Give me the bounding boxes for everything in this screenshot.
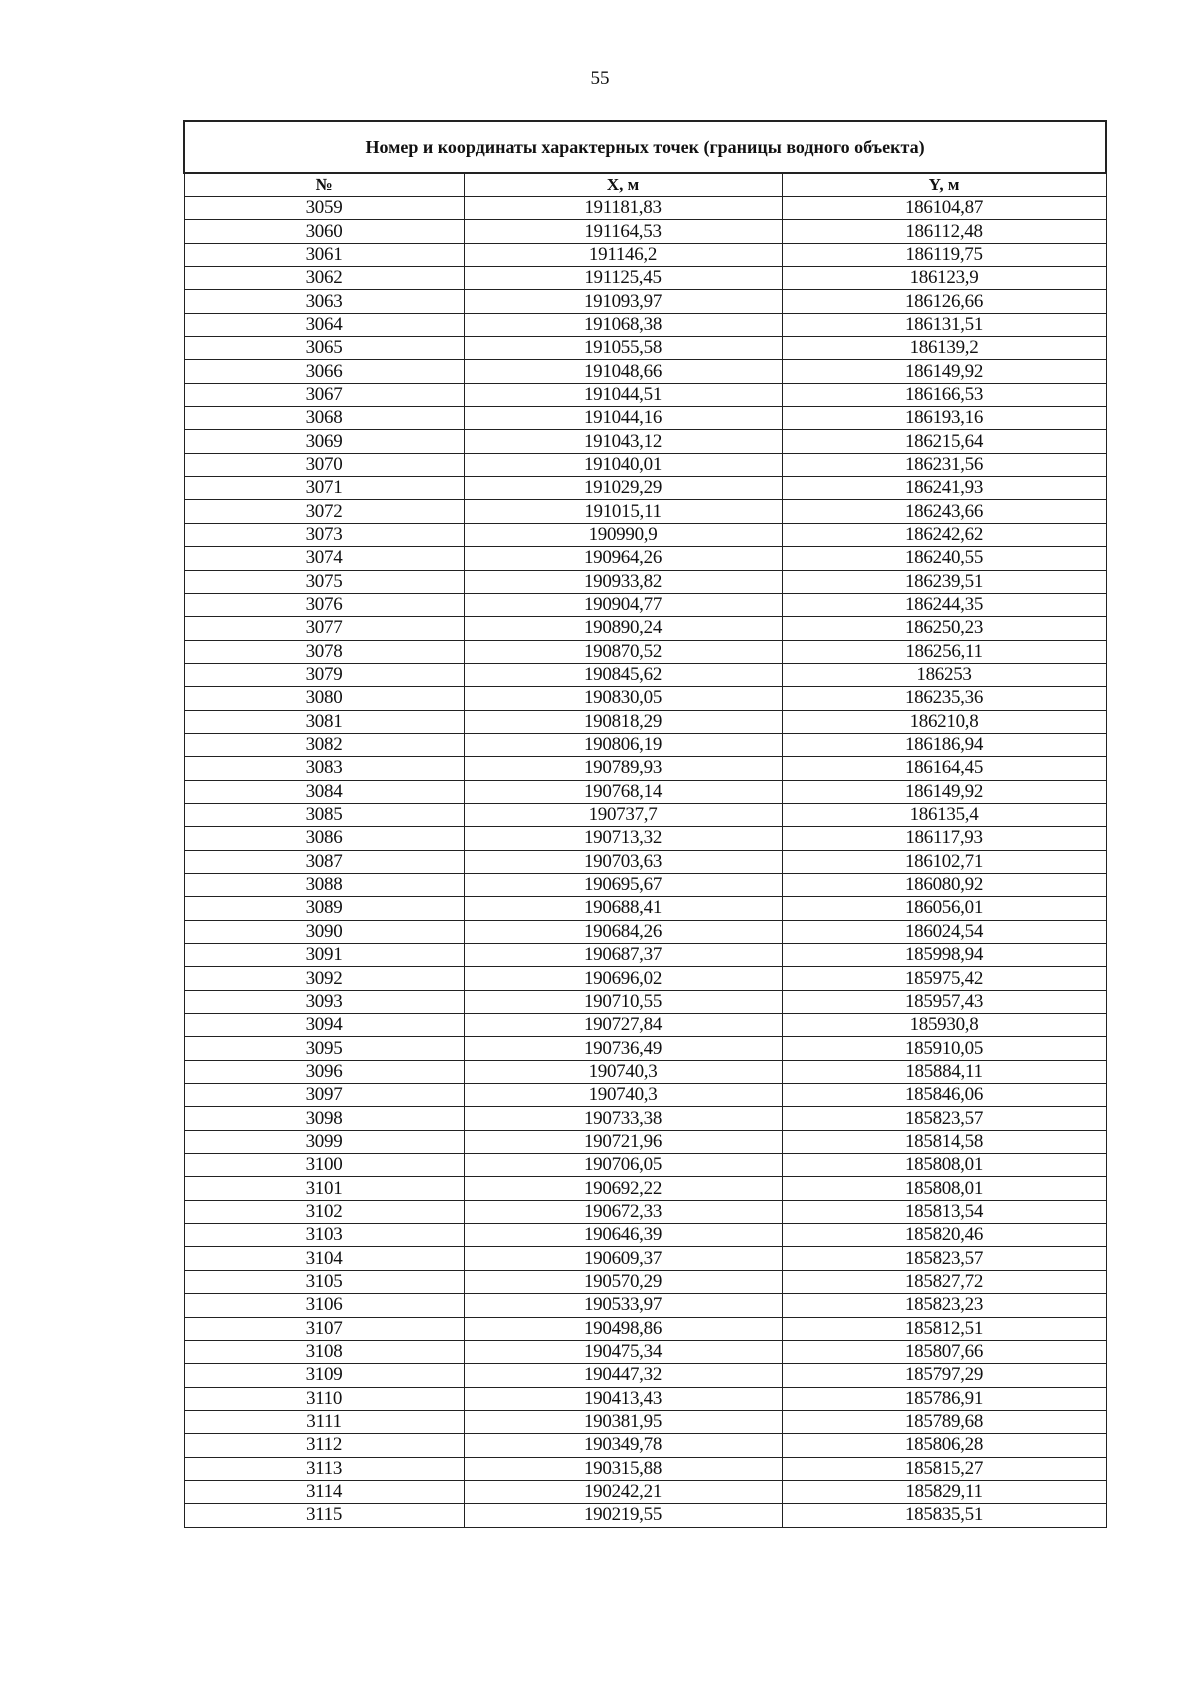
x-coordinate-cell: 191055,58 [464, 337, 782, 360]
y-coordinate-cell: 185786,91 [782, 1387, 1106, 1410]
table-row [184, 1107, 1106, 1130]
table-row [184, 617, 1106, 640]
x-coordinate-cell: 190806,19 [464, 733, 782, 756]
x-coordinate-cell: 190687,37 [464, 944, 782, 967]
table-row [184, 897, 1106, 920]
x-coordinate-cell: 190789,93 [464, 757, 782, 780]
point-number-cell: 3110 [184, 1387, 464, 1410]
point-number-cell: 3100 [184, 1154, 464, 1177]
table-row [184, 1340, 1106, 1363]
table-row [184, 780, 1106, 803]
x-coordinate-cell: 190737,7 [464, 803, 782, 826]
table-row [184, 500, 1106, 523]
table-row [184, 337, 1106, 360]
x-coordinate-cell: 190904,77 [464, 593, 782, 616]
y-coordinate-cell: 186164,45 [782, 757, 1106, 780]
y-coordinate-cell: 185823,57 [782, 1247, 1106, 1270]
table-row [184, 1060, 1106, 1083]
y-coordinate-cell: 186250,23 [782, 617, 1106, 640]
point-number-cell: 3088 [184, 873, 464, 896]
y-coordinate-cell: 186242,62 [782, 523, 1106, 546]
table-row [184, 803, 1106, 826]
y-coordinate-cell: 186210,8 [782, 710, 1106, 733]
table-row [184, 477, 1106, 500]
table-row [184, 710, 1106, 733]
table-row [184, 360, 1106, 383]
x-coordinate-cell: 190818,29 [464, 710, 782, 733]
table-row [184, 1410, 1106, 1433]
point-number-cell: 3106 [184, 1294, 464, 1317]
page-number: 55 [590, 68, 610, 89]
y-coordinate-cell: 186253 [782, 663, 1106, 686]
y-coordinate-cell: 186135,4 [782, 803, 1106, 826]
y-coordinate-cell: 186149,92 [782, 360, 1106, 383]
x-coordinate-cell: 191029,29 [464, 477, 782, 500]
y-coordinate-cell: 186239,51 [782, 570, 1106, 593]
coordinates-table [183, 120, 1107, 1528]
y-coordinate-cell: 185807,66 [782, 1340, 1106, 1363]
x-coordinate-cell: 190498,86 [464, 1317, 782, 1340]
point-number-cell: 3069 [184, 430, 464, 453]
x-coordinate-cell: 191068,38 [464, 313, 782, 336]
table-row [184, 1200, 1106, 1223]
y-coordinate-cell: 185814,58 [782, 1130, 1106, 1153]
y-coordinate-cell: 185808,01 [782, 1177, 1106, 1200]
table-row [184, 850, 1106, 873]
table-row [184, 407, 1106, 430]
table-title: Номер и координаты характерных точек (границы водного объекта) [184, 121, 1106, 173]
x-coordinate-cell: 191181,83 [464, 197, 782, 220]
x-coordinate-cell: 190672,33 [464, 1200, 782, 1223]
x-coordinate-cell: 190870,52 [464, 640, 782, 663]
table-row [184, 313, 1106, 336]
table-row [184, 570, 1106, 593]
table-row [184, 944, 1106, 967]
x-coordinate-cell: 190381,95 [464, 1410, 782, 1433]
point-number-cell: 3080 [184, 687, 464, 710]
x-coordinate-cell: 190740,3 [464, 1084, 782, 1107]
x-coordinate-cell: 190695,67 [464, 873, 782, 896]
x-coordinate-cell: 191164,53 [464, 220, 782, 243]
point-number-cell: 3072 [184, 500, 464, 523]
point-number-cell: 3104 [184, 1247, 464, 1270]
y-coordinate-cell: 186244,35 [782, 593, 1106, 616]
y-coordinate-cell: 185975,42 [782, 967, 1106, 990]
x-coordinate-cell: 190703,63 [464, 850, 782, 873]
x-coordinate-cell: 190609,37 [464, 1247, 782, 1270]
point-number-cell: 3096 [184, 1060, 464, 1083]
point-number-cell: 3112 [184, 1434, 464, 1457]
x-coordinate-cell: 191048,66 [464, 360, 782, 383]
y-coordinate-cell: 185823,23 [782, 1294, 1106, 1317]
point-number-cell: 3076 [184, 593, 464, 616]
y-coordinate-cell: 186235,36 [782, 687, 1106, 710]
table-row [184, 757, 1106, 780]
x-coordinate-cell: 190710,55 [464, 990, 782, 1013]
x-coordinate-cell: 190733,38 [464, 1107, 782, 1130]
y-coordinate-cell: 185806,28 [782, 1434, 1106, 1457]
point-number-cell: 3095 [184, 1037, 464, 1060]
point-number-cell: 3062 [184, 267, 464, 290]
point-number-cell: 3111 [184, 1410, 464, 1433]
y-coordinate-cell: 185815,27 [782, 1457, 1106, 1480]
y-coordinate-cell: 186139,2 [782, 337, 1106, 360]
table-row [184, 1317, 1106, 1340]
y-coordinate-cell: 186166,53 [782, 383, 1106, 406]
point-number-cell: 3101 [184, 1177, 464, 1200]
y-coordinate-cell: 185797,29 [782, 1364, 1106, 1387]
point-number-cell: 3060 [184, 220, 464, 243]
table-row [184, 733, 1106, 756]
point-number-cell: 3085 [184, 803, 464, 826]
y-coordinate-cell: 186102,71 [782, 850, 1106, 873]
x-coordinate-cell: 190349,78 [464, 1434, 782, 1457]
point-number-cell: 3074 [184, 547, 464, 570]
point-number-cell: 3093 [184, 990, 464, 1013]
y-coordinate-cell: 186193,16 [782, 407, 1106, 430]
y-coordinate-cell: 185789,68 [782, 1410, 1106, 1433]
point-number-cell: 3084 [184, 780, 464, 803]
point-number-cell: 3089 [184, 897, 464, 920]
y-coordinate-cell: 186186,94 [782, 733, 1106, 756]
point-number-cell: 3108 [184, 1340, 464, 1363]
y-coordinate-cell: 186080,92 [782, 873, 1106, 896]
table-row [184, 267, 1106, 290]
table-row [184, 430, 1106, 453]
x-coordinate-cell: 191125,45 [464, 267, 782, 290]
y-coordinate-cell: 186024,54 [782, 920, 1106, 943]
y-coordinate-cell: 185846,06 [782, 1084, 1106, 1107]
point-number-cell: 3099 [184, 1130, 464, 1153]
table-row [184, 593, 1106, 616]
point-number-cell: 3077 [184, 617, 464, 640]
y-coordinate-cell: 186256,11 [782, 640, 1106, 663]
point-number-cell: 3094 [184, 1014, 464, 1037]
y-coordinate-cell: 186215,64 [782, 430, 1106, 453]
table-row [184, 920, 1106, 943]
y-coordinate-cell: 186104,87 [782, 197, 1106, 220]
point-number-cell: 3081 [184, 710, 464, 733]
table-row [184, 1154, 1106, 1177]
y-coordinate-cell: 185813,54 [782, 1200, 1106, 1223]
x-coordinate-cell: 190713,32 [464, 827, 782, 850]
x-coordinate-cell: 191040,01 [464, 453, 782, 476]
y-coordinate-cell: 186123,9 [782, 267, 1106, 290]
y-coordinate-cell: 185829,11 [782, 1480, 1106, 1503]
x-coordinate-cell: 190684,26 [464, 920, 782, 943]
x-coordinate-cell: 190242,21 [464, 1480, 782, 1503]
point-number-cell: 3092 [184, 967, 464, 990]
table-row [184, 220, 1106, 243]
point-number-cell: 3105 [184, 1270, 464, 1293]
point-number-cell: 3079 [184, 663, 464, 686]
point-number-cell: 3065 [184, 337, 464, 360]
y-coordinate-cell: 185823,57 [782, 1107, 1106, 1130]
table-row [184, 873, 1106, 896]
x-coordinate-cell: 191093,97 [464, 290, 782, 313]
x-coordinate-cell: 191146,2 [464, 243, 782, 266]
x-coordinate-cell: 190692,22 [464, 1177, 782, 1200]
point-number-cell: 3059 [184, 197, 464, 220]
point-number-cell: 3103 [184, 1224, 464, 1247]
table-row [184, 547, 1106, 570]
point-number-cell: 3115 [184, 1504, 464, 1527]
y-coordinate-cell: 186243,66 [782, 500, 1106, 523]
y-coordinate-cell: 185812,51 [782, 1317, 1106, 1340]
x-coordinate-cell: 190990,9 [464, 523, 782, 546]
point-number-cell: 3082 [184, 733, 464, 756]
point-number-cell: 3114 [184, 1480, 464, 1503]
point-number-cell: 3109 [184, 1364, 464, 1387]
y-coordinate-cell: 185957,43 [782, 990, 1106, 1013]
table-row [184, 967, 1106, 990]
table-row [184, 640, 1106, 663]
y-coordinate-cell: 185884,11 [782, 1060, 1106, 1083]
x-coordinate-cell: 190736,49 [464, 1037, 782, 1060]
y-coordinate-cell: 185827,72 [782, 1270, 1106, 1293]
x-coordinate-cell: 191044,16 [464, 407, 782, 430]
y-coordinate-cell: 186241,93 [782, 477, 1106, 500]
point-number-cell: 3107 [184, 1317, 464, 1340]
table-row [184, 1130, 1106, 1153]
point-number-cell: 3087 [184, 850, 464, 873]
table-row [184, 523, 1106, 546]
y-coordinate-cell: 186056,01 [782, 897, 1106, 920]
x-coordinate-cell: 190845,62 [464, 663, 782, 686]
y-coordinate-cell: 186126,66 [782, 290, 1106, 313]
table-row [184, 1364, 1106, 1387]
x-coordinate-cell: 190646,39 [464, 1224, 782, 1247]
point-number-cell: 3067 [184, 383, 464, 406]
x-coordinate-cell: 190890,24 [464, 617, 782, 640]
table-row [184, 663, 1106, 686]
x-coordinate-cell: 191044,51 [464, 383, 782, 406]
point-number-cell: 3068 [184, 407, 464, 430]
point-number-cell: 3078 [184, 640, 464, 663]
y-coordinate-cell: 185910,05 [782, 1037, 1106, 1060]
x-coordinate-cell: 190721,96 [464, 1130, 782, 1153]
x-coordinate-cell: 190696,02 [464, 967, 782, 990]
x-coordinate-cell: 190706,05 [464, 1154, 782, 1177]
x-coordinate-cell: 191043,12 [464, 430, 782, 453]
y-coordinate-cell: 185835,51 [782, 1504, 1106, 1527]
table-row [184, 1037, 1106, 1060]
table-row [184, 1434, 1106, 1457]
x-coordinate-cell: 190533,97 [464, 1294, 782, 1317]
table-row [184, 197, 1106, 220]
table-row [184, 990, 1106, 1013]
table-row [184, 827, 1106, 850]
table-row [184, 1270, 1106, 1293]
table-row [184, 383, 1106, 406]
point-number-cell: 3091 [184, 944, 464, 967]
y-coordinate-cell: 186231,56 [782, 453, 1106, 476]
y-coordinate-cell: 186131,51 [782, 313, 1106, 336]
column-header-y: Y, м [782, 173, 1106, 197]
x-coordinate-cell: 190933,82 [464, 570, 782, 593]
y-coordinate-cell: 186112,48 [782, 220, 1106, 243]
x-coordinate-cell: 190570,29 [464, 1270, 782, 1293]
column-header-x: X, м [464, 173, 782, 197]
x-coordinate-cell: 190740,3 [464, 1060, 782, 1083]
point-number-cell: 3083 [184, 757, 464, 780]
point-number-cell: 3070 [184, 453, 464, 476]
table-body [184, 197, 1106, 1528]
table-row [184, 1084, 1106, 1107]
table-row [184, 1457, 1106, 1480]
y-coordinate-cell: 185808,01 [782, 1154, 1106, 1177]
table-row [184, 1247, 1106, 1270]
point-number-cell: 3097 [184, 1084, 464, 1107]
point-number-cell: 3113 [184, 1457, 464, 1480]
table-row [184, 243, 1106, 266]
x-coordinate-cell: 190727,84 [464, 1014, 782, 1037]
point-number-cell: 3086 [184, 827, 464, 850]
table-row [184, 1480, 1106, 1503]
point-number-cell: 3064 [184, 313, 464, 336]
point-number-cell: 3102 [184, 1200, 464, 1223]
x-coordinate-cell: 190413,43 [464, 1387, 782, 1410]
table-row [184, 1387, 1106, 1410]
table-row [184, 1504, 1106, 1527]
x-coordinate-cell: 190315,88 [464, 1457, 782, 1480]
table-row [184, 1294, 1106, 1317]
x-coordinate-cell: 190688,41 [464, 897, 782, 920]
y-coordinate-cell: 185998,94 [782, 944, 1106, 967]
point-number-cell: 3090 [184, 920, 464, 943]
table-row [184, 1177, 1106, 1200]
point-number-cell: 3063 [184, 290, 464, 313]
point-number-cell: 3073 [184, 523, 464, 546]
table-row [184, 453, 1106, 476]
x-coordinate-cell: 190447,32 [464, 1364, 782, 1387]
point-number-cell: 3075 [184, 570, 464, 593]
x-coordinate-cell: 190768,14 [464, 780, 782, 803]
table-row [184, 1224, 1106, 1247]
x-coordinate-cell: 190830,05 [464, 687, 782, 710]
y-coordinate-cell: 185820,46 [782, 1224, 1106, 1247]
point-number-cell: 3066 [184, 360, 464, 383]
x-coordinate-cell: 191015,11 [464, 500, 782, 523]
column-header-number: № [184, 173, 464, 197]
point-number-cell: 3061 [184, 243, 464, 266]
y-coordinate-cell: 186119,75 [782, 243, 1106, 266]
table-row [184, 687, 1106, 710]
x-coordinate-cell: 190964,26 [464, 547, 782, 570]
point-number-cell: 3071 [184, 477, 464, 500]
x-coordinate-cell: 190475,34 [464, 1340, 782, 1363]
x-coordinate-cell: 190219,55 [464, 1504, 782, 1527]
y-coordinate-cell: 185930,8 [782, 1014, 1106, 1037]
y-coordinate-cell: 186149,92 [782, 780, 1106, 803]
table-row [184, 1014, 1106, 1037]
table-row [184, 290, 1106, 313]
point-number-cell: 3098 [184, 1107, 464, 1130]
y-coordinate-cell: 186117,93 [782, 827, 1106, 850]
y-coordinate-cell: 186240,55 [782, 547, 1106, 570]
